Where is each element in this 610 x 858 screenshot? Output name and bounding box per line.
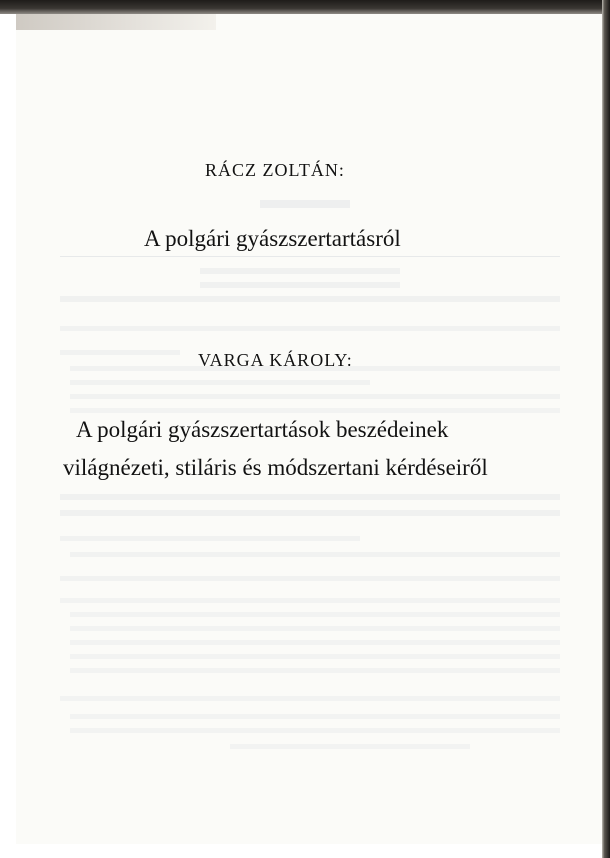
essay-title-line: világnézeti, stiláris és módszertani kérdéseiről xyxy=(63,455,488,480)
scan-shadow xyxy=(16,14,216,30)
scan-edge-right xyxy=(602,0,610,858)
scan-margin-bottom xyxy=(0,844,610,858)
author-name: VARGA KÁROLY: xyxy=(198,350,353,370)
essay-title: A polgári gyászszertartásról xyxy=(144,226,401,251)
scan-edge-top xyxy=(0,0,610,14)
essay-title-line: A polgári gyászszertartások beszédeinek xyxy=(76,417,449,442)
scan-margin-left xyxy=(0,0,16,858)
author-name: RÁCZ ZOLTÁN: xyxy=(205,160,345,180)
